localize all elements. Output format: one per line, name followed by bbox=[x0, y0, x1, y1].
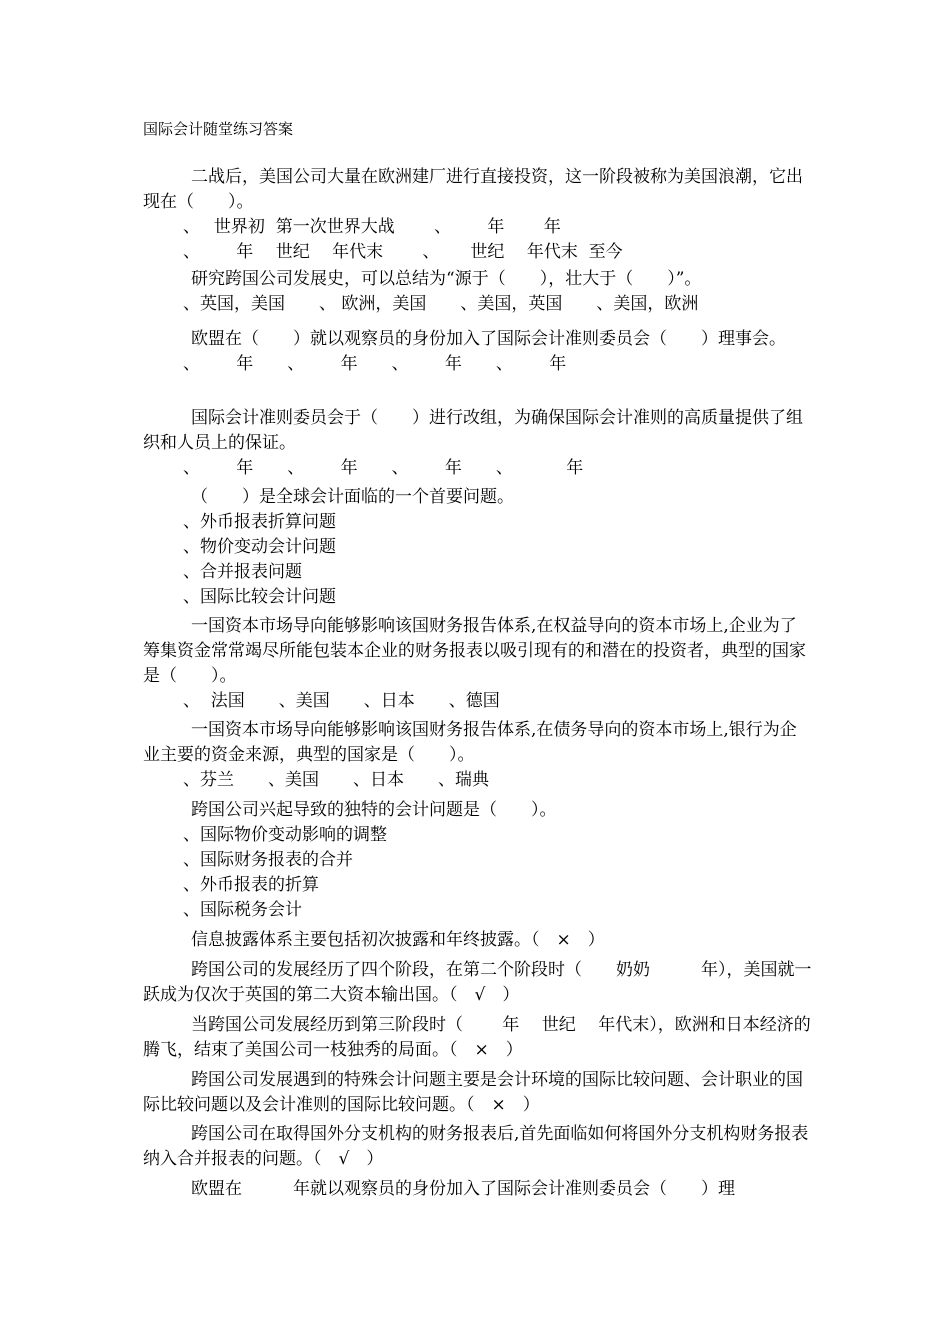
option-line: 、 法国 、美国 、日本 、德国 bbox=[183, 691, 500, 711]
question-stem: 国际会计准则委员会于（ ）进行改组，为确保国际会计准则的高质量提供了组织和人员上的保证。 bbox=[143, 408, 803, 453]
question-stem: 跨国公司发展遇到的特殊会计问题主要是会计环境的国际比较问题、会计职业的国际比较问题以及会计准则的国际比较问题。（ × ） bbox=[143, 1070, 803, 1115]
option-line: 、合并报表问题 bbox=[183, 562, 302, 582]
option-line: 、国际物价变动影响的调整 bbox=[183, 825, 387, 845]
question-stem: 一国资本市场导向能够影响该国财务报告体系,在债务导向的资本市场上,银行为企业主要的资金来源，典型的国家是（ ）。 bbox=[143, 720, 797, 765]
option-line: 、芬兰 、美国 、日本 、瑞典 bbox=[183, 770, 489, 790]
document-title: 国际会计随堂练习答案 bbox=[143, 120, 294, 138]
question-stem: （ ）是全球会计面临的一个首要问题。 bbox=[191, 487, 514, 507]
option-line: 、国际税务会计 bbox=[183, 900, 302, 920]
question-8 bbox=[143, 798, 813, 923]
question-5 bbox=[143, 485, 813, 610]
option-line: 、 年 世纪 年代末 、 世纪 年代末 至今 bbox=[183, 242, 623, 262]
question-13 bbox=[143, 1122, 813, 1172]
option-line: 、 世界初 第一次世界大战 、 年 年 bbox=[183, 217, 561, 237]
option-line: 、外币报表折算问题 bbox=[183, 512, 336, 532]
option-line: 、国际比较会计问题 bbox=[183, 587, 336, 607]
question-1 bbox=[143, 165, 813, 265]
option-line: 、 年 、 年 、 年 、 年 bbox=[183, 458, 584, 478]
question-stem: 研究跨国公司发展史，可以总结为“源于（ ），壮大于（ ）”。 bbox=[191, 269, 702, 289]
question-stem: 欧盟在（ ）就以观察员的身份加入了国际会计准则委员会（ ）理事会。 bbox=[191, 329, 786, 349]
question-4 bbox=[143, 406, 813, 481]
question-stem: 跨国公司兴起导致的独特的会计问题是（ ）。 bbox=[191, 800, 557, 820]
option-line: 、外币报表的折算 bbox=[183, 875, 319, 895]
question-stem: 当跨国公司发展经历到第三阶段时（ 年 世纪 年代末），欧洲和日本经济的腾飞，结束了美国公司一枝独秀的局面。（ × ） bbox=[143, 1015, 811, 1060]
question-stem: 跨国公司在取得国外分支机构的财务报表后,首先面临如何将国外分支机构财务报表纳入合并报表的问题。（ √ ） bbox=[143, 1124, 809, 1169]
question-11 bbox=[143, 1013, 813, 1063]
option-line: 、英国，美国 、 欧洲，美国 、美国，英国 、美国，欧洲 bbox=[183, 294, 699, 314]
question-10 bbox=[143, 958, 813, 1008]
question-3 bbox=[143, 327, 813, 377]
question-6 bbox=[143, 614, 813, 714]
question-14 bbox=[143, 1177, 813, 1202]
question-stem: 信息披露体系主要包括初次披露和年终披露。（ × ） bbox=[191, 930, 605, 950]
question-stem: 一国资本市场导向能够影响该国财务报告体系,在权益导向的资本市场上,企业为了筹集资金常常竭尽所能包装本企业的财务报表以吸引现有的和潜在的投资者，典型的国家是（ ）。 bbox=[143, 616, 806, 686]
question-stem: 欧盟在 年就以观察员的身份加入了国际会计准则委员会（ ）理 bbox=[191, 1179, 735, 1199]
option-line: 、国际财务报表的合并 bbox=[183, 850, 353, 870]
question-stem: 跨国公司的发展经历了四个阶段，在第二个阶段时（ 奶奶 年），美国就一跃成为仅次于英国的第二大资本输出国。（ √ ） bbox=[143, 960, 812, 1005]
option-line: 、物价变动会计问题 bbox=[183, 537, 336, 557]
question-7 bbox=[143, 718, 813, 793]
question-9 bbox=[143, 928, 813, 953]
question-2 bbox=[143, 267, 813, 317]
option-line: 、 年 、 年 、 年 、 年 bbox=[183, 354, 567, 374]
question-stem: 二战后，美国公司大量在欧洲建厂进行直接投资，这一阶段被称为美国浪潮，它出现在（ ）。 bbox=[143, 167, 803, 212]
question-12 bbox=[143, 1068, 813, 1118]
